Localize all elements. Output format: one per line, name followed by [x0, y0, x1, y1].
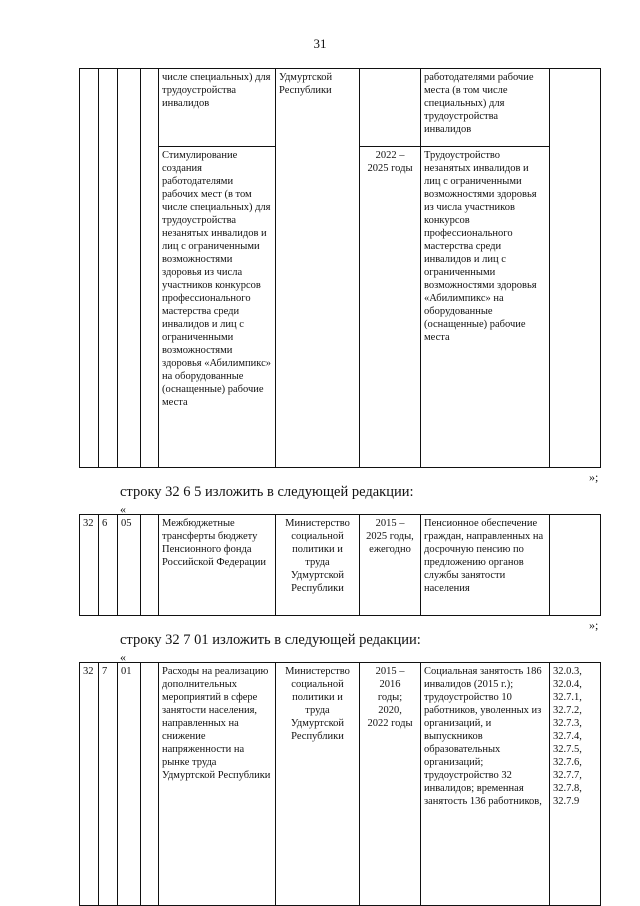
- instruction-text: строку 32 7 01 изложить в следующей редакции:: [120, 632, 421, 648]
- om-cell: 05: [118, 515, 141, 616]
- period-cell: 2015 – 2016 годы; 2020, 2022 годы: [360, 663, 421, 906]
- executor-cell: Министерство социальной политики и труда Удмуртской Республики: [276, 515, 360, 616]
- event-cell: Стимулирование создания работодателями рабочих мест (в том числе специальных) для трудоустройства незанятых инвалидов и лиц с ограниченными возможностями здоровья из числа участников конкурсов профессионального мастерства среди инвалидов и лиц с ограниченными возможностями здоровья «Абилимпикс» на оборудованные (оснащенные) рабочие места: [159, 147, 276, 468]
- result-cell: Пенсионное обеспечение граждан, направленных на досрочную пенсию по предложению органов службы занятости населения: [421, 515, 550, 616]
- result-cell: Социальная занятость 186 инвалидов (2015 г.); трудоустройство 10 работников, уволенных из организаций, и выпускников образовательных организаций; трудоустройство 32 инвалидов; временная занятость 136 работников,: [421, 663, 550, 906]
- opening-quote: «: [120, 650, 126, 664]
- result-cell: работодателями рабочие места (в том числе специальных) для трудоустройства инвалидов: [421, 69, 550, 147]
- table-continuation: [79, 68, 601, 468]
- gp-cell: 32: [80, 663, 99, 906]
- closing-quote: »;: [589, 470, 599, 484]
- executor-cell: Министерство социальной политики и труда Удмуртской Республики: [276, 663, 360, 906]
- table-row: [80, 515, 601, 616]
- pp-cell: 7: [99, 663, 118, 906]
- event-cell: Межбюджетные трансферты бюджету Пенсионного фонда Российской Федерации: [159, 515, 276, 616]
- table-row: [80, 69, 601, 147]
- table-row: [80, 663, 601, 906]
- opening-quote: «: [120, 502, 126, 516]
- period-cell: 2015 – 2025 годы, ежегодно: [360, 515, 421, 616]
- period-cell: [360, 69, 421, 147]
- event-cell: числе специальных) для трудоустройства инвалидов: [159, 69, 276, 147]
- table-32-6-05: [79, 514, 601, 616]
- gp-cell: 32: [80, 515, 99, 616]
- link-cell: [550, 515, 601, 616]
- event-cell: Расходы на реализацию дополнительных мероприятий в сфере занятости населения, направленных на снижение напряженности на рынке труда Удмуртской Республики: [159, 663, 276, 906]
- table-32-7-01: [79, 662, 601, 906]
- executor-cell: Удмуртской Республики: [276, 69, 360, 468]
- result-cell: Трудоустройство незанятых инвалидов и лиц с ограниченными возможностями здоровья из числа участников конкурсов профессионального мастерства среди инвалидов и лиц с ограниченными возможностями здоровья «Абилимпикс» на оборудованные (оснащенные) рабочие места: [421, 147, 550, 468]
- period-cell: 2022 – 2025 годы: [360, 147, 421, 468]
- pp-cell: 6: [99, 515, 118, 616]
- closing-quote: »;: [589, 618, 599, 632]
- instruction-text: строку 32 6 5 изложить в следующей редакции:: [120, 484, 414, 500]
- link-cell: 32.0.3, 32.0.4, 32.7.1, 32.7.2, 32.7.3, 32.7.4, 32.7.5, 32.7.6, 32.7.7, 32.7.8, 32.7.9: [550, 663, 601, 906]
- om-cell: 01: [118, 663, 141, 906]
- page-number: 31: [313, 36, 327, 51]
